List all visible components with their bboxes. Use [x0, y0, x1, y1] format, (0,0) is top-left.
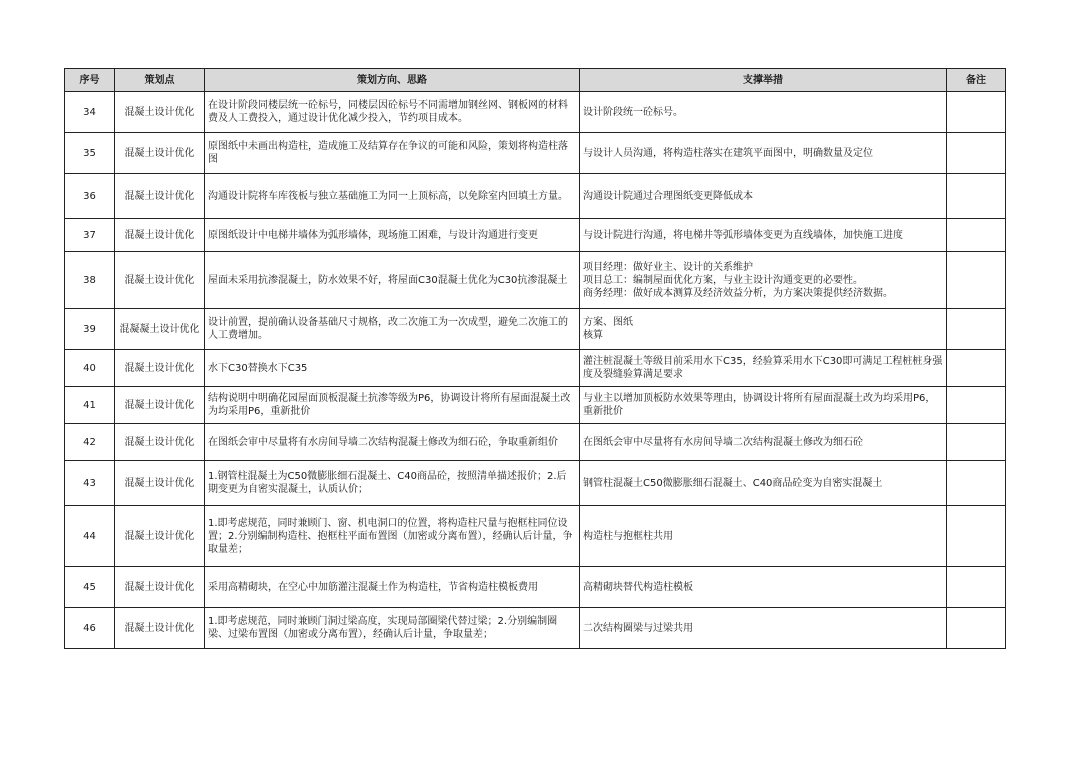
cell-note	[947, 387, 1006, 424]
cell-point: 混凝土设计优化	[115, 608, 205, 649]
header-note: 备注	[947, 69, 1006, 92]
header-point: 策划点	[115, 69, 205, 92]
cell-measure: 与设计院进行沟通，将电梯井等弧形墙体变更为直线墙体，加快施工进度	[580, 219, 947, 252]
cell-note	[947, 174, 1006, 219]
cell-measure: 在图纸会审中尽量将有水房间导墙二次结构混凝土修改为细石砼	[580, 424, 947, 461]
cell-idea: 在图纸会审中尽量将有水房间导墙二次结构混凝土修改为细石砼，争取重新组价	[205, 424, 580, 461]
cell-no: 43	[65, 461, 115, 506]
cell-point: 混凝土设计优化	[115, 350, 205, 387]
cell-no: 44	[65, 506, 115, 567]
table-row	[65, 219, 1006, 252]
table-row	[65, 133, 1006, 174]
cell-note	[947, 133, 1006, 174]
table-row	[65, 608, 1006, 649]
cell-no: 39	[65, 309, 115, 350]
cell-measure: 项目经理：做好业主、设计的关系维护 项目总工：编制屋面优化方案，与业主设计沟通变更的必要性。 商务经理：做好成本测算及经济效益分析，为方案决策提供经济数据。	[580, 252, 947, 309]
cell-no: 37	[65, 219, 115, 252]
table-row	[65, 92, 1006, 133]
cell-no: 38	[65, 252, 115, 309]
cell-idea: 1.钢管柱混凝土为C50微膨胀细石混凝土、C40商品砼，按照清单描述报价；2.后期变更为自密实混凝土，认质认价；	[205, 461, 580, 506]
cell-no: 36	[65, 174, 115, 219]
cell-note	[947, 219, 1006, 252]
cell-idea: 沟通设计院将车库筏板与独立基础施工为同一上顶标高，以免除室内回填土方量。	[205, 174, 580, 219]
cell-measure: 灌注桩混凝土等级目前采用水下C35，经验算采用水下C30即可满足工程桩桩身强度及裂缝验算满足要求	[580, 350, 947, 387]
cell-point: 混凝凝土设计优化	[115, 309, 205, 350]
cell-point: 混凝土设计优化	[115, 567, 205, 608]
cell-no: 41	[65, 387, 115, 424]
cell-no: 42	[65, 424, 115, 461]
cell-note	[947, 350, 1006, 387]
cell-point: 混凝土设计优化	[115, 219, 205, 252]
cell-measure: 钢管柱混凝土C50微膨胀细石混凝土、C40商品砼变为自密实混凝土	[580, 461, 947, 506]
cell-point: 混凝土设计优化	[115, 252, 205, 309]
cell-measure: 二次结构圈梁与过梁共用	[580, 608, 947, 649]
cell-no: 45	[65, 567, 115, 608]
header-row	[65, 69, 1006, 92]
cell-measure: 构造柱与抱框柱共用	[580, 506, 947, 567]
cell-point: 混凝土设计优化	[115, 387, 205, 424]
cell-note	[947, 92, 1006, 133]
header-no: 序号	[65, 69, 115, 92]
planning-table	[64, 68, 1006, 649]
table-row	[65, 350, 1006, 387]
header-idea: 策划方向、思路	[205, 69, 580, 92]
cell-point: 混凝土设计优化	[115, 461, 205, 506]
cell-idea: 在设计阶段同楼层统一砼标号，同楼层因砼标号不同需增加钢丝网、钢板网的材料费及人工费投入，通过设计优化减少投入，节约项目成本。	[205, 92, 580, 133]
table-row	[65, 174, 1006, 219]
cell-note	[947, 567, 1006, 608]
cell-measure: 高精砌块替代构造柱模板	[580, 567, 947, 608]
cell-idea: 设计前置，提前确认设备基础尺寸规格，改二次施工为一次成型，避免二次施工的人工费增加。	[205, 309, 580, 350]
cell-idea: 1.即考虑规范，同时兼顾门洞过梁高度，实现局部圈梁代替过梁；2.分别编制圈梁、过梁布置图（加密或分离布置），经确认后计量，争取量差；	[205, 608, 580, 649]
cell-idea: 原图纸中未画出构造柱，造成施工及结算存在争议的可能和风险，策划将构造柱落图	[205, 133, 580, 174]
cell-note	[947, 252, 1006, 309]
cell-no: 46	[65, 608, 115, 649]
cell-measure: 设计阶段统一砼标号。	[580, 92, 947, 133]
table-row	[65, 387, 1006, 424]
cell-note	[947, 309, 1006, 350]
cell-measure: 与设计人员沟通，将构造柱落实在建筑平面图中，明确数量及定位	[580, 133, 947, 174]
cell-no: 35	[65, 133, 115, 174]
table-row	[65, 424, 1006, 461]
cell-note	[947, 424, 1006, 461]
cell-idea: 采用高精砌块，在空心中加筋灌注混凝土作为构造柱，节省构造柱模板费用	[205, 567, 580, 608]
table-row	[65, 252, 1006, 309]
cell-no: 40	[65, 350, 115, 387]
table-row	[65, 461, 1006, 506]
cell-note	[947, 608, 1006, 649]
cell-note	[947, 506, 1006, 567]
cell-idea: 屋面未采用抗渗混凝土，防水效果不好，将屋面C30混凝土优化为C30抗渗混凝土	[205, 252, 580, 309]
cell-idea: 原图纸设计中电梯井墙体为弧形墙体，现场施工困难，与设计沟通进行变更	[205, 219, 580, 252]
table-row	[65, 506, 1006, 567]
cell-point: 混凝土设计优化	[115, 174, 205, 219]
cell-point: 混凝土设计优化	[115, 92, 205, 133]
cell-measure: 沟通设计院通过合理图纸变更降低成本	[580, 174, 947, 219]
cell-note	[947, 461, 1006, 506]
cell-point: 混凝土设计优化	[115, 133, 205, 174]
cell-idea: 水下C30替换水下C35	[205, 350, 580, 387]
cell-idea: 结构说明中明确花园屋面顶板混凝土抗渗等级为P6，协调设计将所有屋面混凝土改为均采用P6，重新批价	[205, 387, 580, 424]
table-row	[65, 309, 1006, 350]
cell-point: 混凝土设计优化	[115, 424, 205, 461]
header-measure: 支撑举措	[580, 69, 947, 92]
cell-measure: 与业主以增加顶板防水效果等理由，协调设计将所有屋面混凝土改为均采用P6，重新批价	[580, 387, 947, 424]
cell-idea: 1.即考虑规范，同时兼顾门、窗、机电洞口的位置，将构造柱尺量与抱框柱同位设置；2.分别编制构造柱、抱框柱平面布置图（加密或分离布置），经确认后计量，争取量差；	[205, 506, 580, 567]
cell-no: 34	[65, 92, 115, 133]
cell-point: 混凝土设计优化	[115, 506, 205, 567]
table-row	[65, 567, 1006, 608]
cell-measure: 方案、图纸 核算	[580, 309, 947, 350]
